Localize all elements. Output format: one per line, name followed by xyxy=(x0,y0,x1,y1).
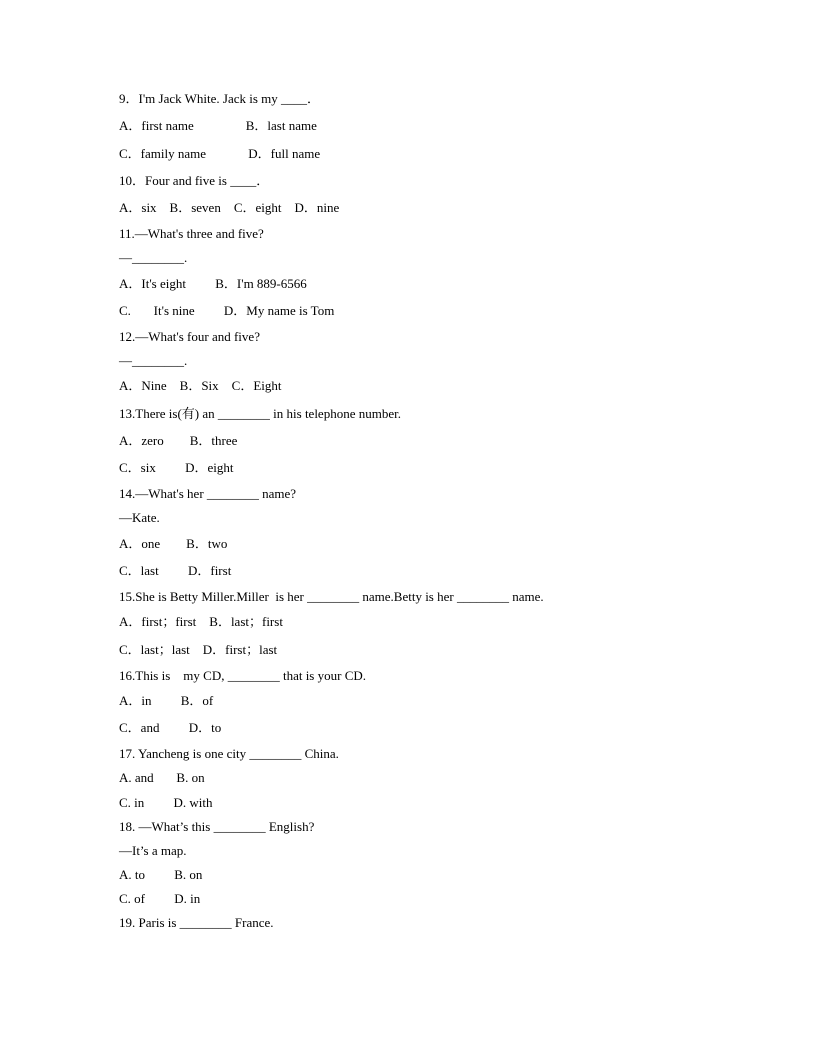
question-18: 18. —What’s this ________ English? xyxy=(119,819,315,834)
question-19: 19. Paris is ________ France. xyxy=(119,915,274,930)
question-10-options: A．six B．seven C．eight D．nine xyxy=(119,200,340,215)
question-18-options-cd: C. of D. in xyxy=(119,891,201,906)
question-13-options-ab: A．zero B．three xyxy=(119,433,238,448)
question-14: 14.—What's her ________ name? xyxy=(119,486,297,501)
question-12: 12.—What's four and five? xyxy=(119,329,260,344)
question-15-options-cd: C．last；last D．first；last xyxy=(119,642,278,657)
question-13: 13.There is(有) an ________ in his telephone number. xyxy=(119,406,401,421)
question-17-options-cd: C. in D. with xyxy=(119,795,213,810)
question-17-options-ab: A. and B. on xyxy=(119,770,205,785)
question-14-options-cd: C．last D．first xyxy=(119,563,232,578)
question-12-options: A．Nine B．Six C．Eight xyxy=(119,378,282,393)
question-11-options-cd: C. It's nine D．My name is Tom xyxy=(119,303,335,318)
question-12-blank: —________. xyxy=(119,353,188,368)
question-9-options-ab: A．first name B．last name xyxy=(119,118,317,133)
question-16-options-cd: C．and D．to xyxy=(119,720,222,735)
question-11-blank: —________. xyxy=(119,250,188,265)
question-14-options-ab: A．one B．two xyxy=(119,536,228,551)
question-11: 11.—What's three and five? xyxy=(119,226,264,241)
question-14-answer: —Kate. xyxy=(119,510,160,525)
question-9-options-cd: C．family name D．full name xyxy=(119,146,321,161)
question-18-answer: —It’s a map. xyxy=(119,843,187,858)
question-15-options-ab: A．first；first B．last；first xyxy=(119,614,283,629)
question-10: 10．Four and five is ____． xyxy=(119,173,270,188)
question-13-options-cd: C．six D．eight xyxy=(119,460,234,475)
question-15: 15.She is Betty Miller.Miller is her ________ name.Betty is her ________ name. xyxy=(119,589,544,604)
question-17: 17. Yancheng is one city ________ China. xyxy=(119,746,339,761)
question-18-options-ab: A. to B. on xyxy=(119,867,203,882)
question-11-options-ab: A．It's eight B．I'm 889-6566 xyxy=(119,276,307,291)
question-16: 16.This is my CD, ________ that is your CD. xyxy=(119,668,367,683)
question-9: 9．I'm Jack White. Jack is my ____． xyxy=(119,91,321,106)
question-16-options-ab: A．in B．of xyxy=(119,693,214,708)
